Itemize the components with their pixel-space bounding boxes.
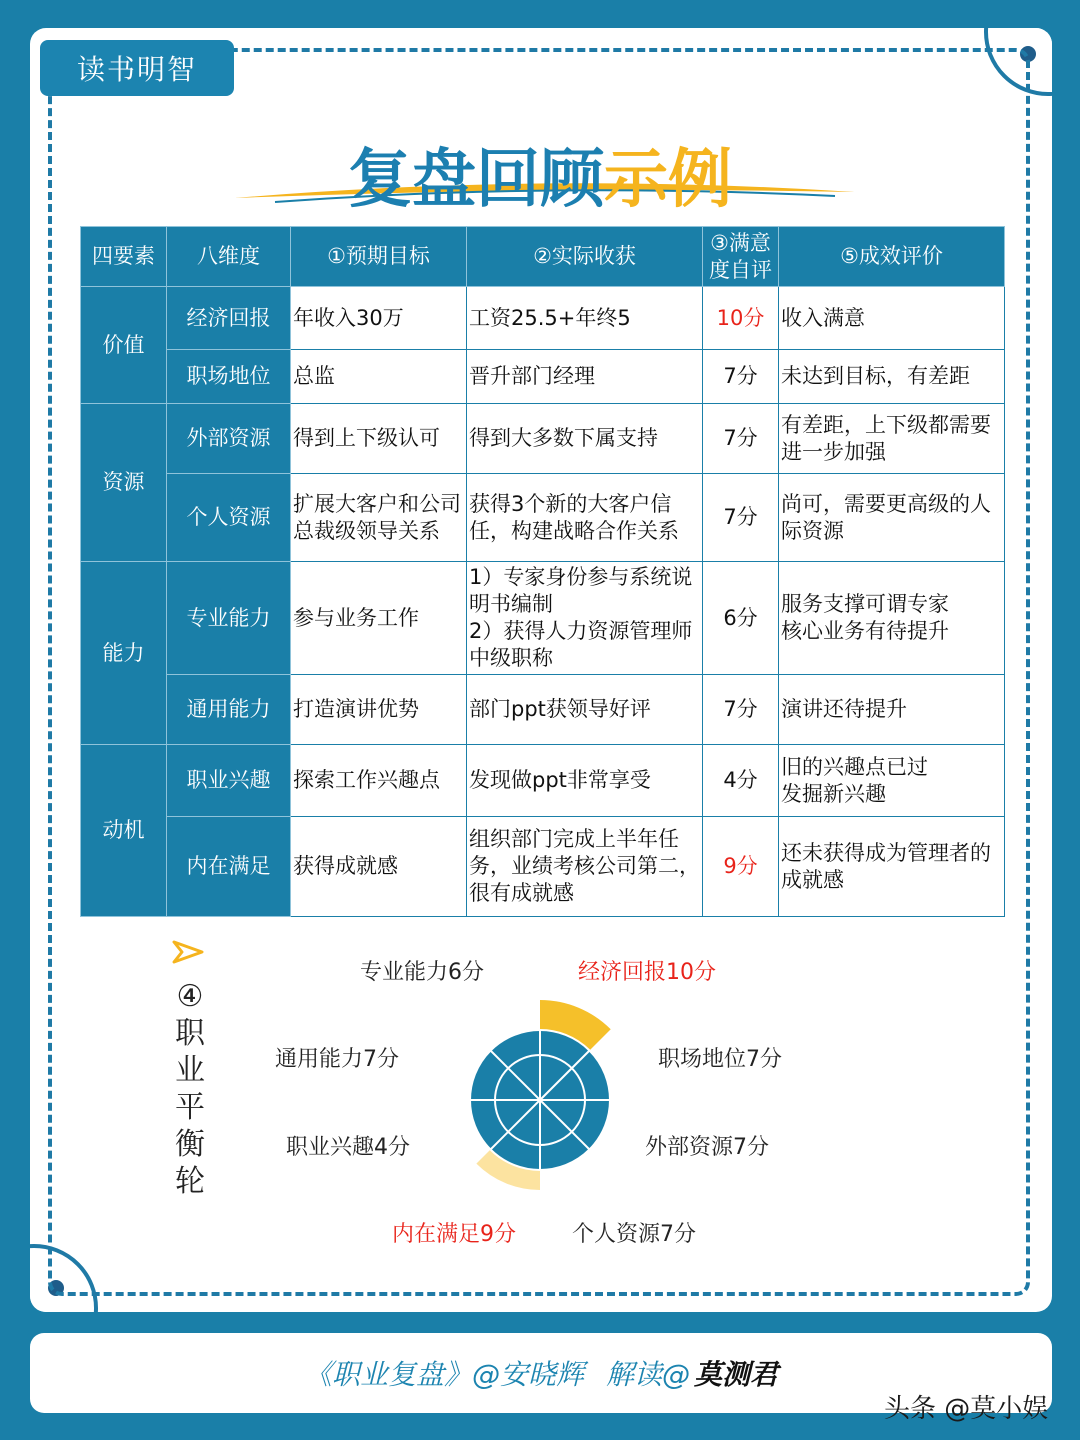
- wheel-label: 职业兴趣4分: [286, 1135, 410, 1160]
- goal-cell: 总监: [291, 350, 467, 404]
- group-cell: 动机: [81, 745, 167, 917]
- actual-cell: 组织部门完成上半年任务，业绩考核公司第二，很有成就感: [467, 817, 703, 917]
- dimension-cell: 通用能力: [167, 675, 291, 745]
- career-balance-wheel: [380, 940, 700, 1260]
- goal-cell: 扩展大客户和公司总裁级领导关系: [291, 474, 467, 562]
- dimension-cell: 外部资源: [167, 404, 291, 474]
- dimension-cell: 专业能力: [167, 562, 291, 675]
- wheel-label: 经济回报10分: [578, 960, 716, 985]
- dimension-cell: 内在满足: [167, 817, 291, 917]
- group-cell: 价值: [81, 287, 167, 404]
- score-cell: 7分: [703, 350, 779, 404]
- header-cell: ③满意度自评: [703, 227, 779, 287]
- score-cell: 10分: [703, 287, 779, 350]
- eval-cell: 收入满意: [779, 287, 1005, 350]
- eval-cell: 有差距，上下级都需要进一步加强: [779, 404, 1005, 474]
- eval-cell: 旧的兴趣点已过 发掘新兴趣: [779, 745, 1005, 817]
- score-cell: 9分: [703, 817, 779, 917]
- table-row: [81, 287, 1005, 350]
- watermark: 头条 @莫小娱: [884, 1394, 1049, 1424]
- wheel-label: 内在满足9分: [392, 1222, 516, 1247]
- dimension-cell: 职场地位: [167, 350, 291, 404]
- actual-cell: 得到大多数下属支持: [467, 404, 703, 474]
- wheel-label: 职场地位7分: [658, 1047, 782, 1072]
- eval-cell: 服务支撑可谓专家 核心业务有待提升: [779, 562, 1005, 675]
- wheel-label: 个人资源7分: [572, 1222, 696, 1247]
- actual-cell: 部门ppt获领导好评: [467, 675, 703, 745]
- actual-cell: 工资25.5+年终5: [467, 287, 703, 350]
- goal-cell: 打造演讲优势: [291, 675, 467, 745]
- goal-cell: 年收入30万: [291, 287, 467, 350]
- category-tag: 读书明智: [40, 40, 234, 96]
- score-cell: 7分: [703, 675, 779, 745]
- arrow-icon: [172, 940, 204, 964]
- wheel-side-title: ④ 职 业 平 衡 轮: [175, 979, 205, 1199]
- actual-cell: 1）专家身份参与系统说明书编制 2）获得人力资源管理师中级职称: [467, 562, 703, 675]
- actual-cell: 发现做ppt非常享受: [467, 745, 703, 817]
- wheel-label: 专业能力6分: [360, 960, 484, 985]
- table-row: [81, 350, 1005, 404]
- footer-credit: 《职业复盘》@安晓辉 解读@ 莫测君: [303, 1358, 779, 1391]
- dimension-cell: 职业兴趣: [167, 745, 291, 817]
- review-table: [80, 226, 1005, 917]
- group-cell: 能力: [81, 562, 167, 745]
- actual-cell: 获得3个新的大客户信任，构建战略合作关系: [467, 474, 703, 562]
- header-cell: ②实际收获: [467, 227, 703, 287]
- header-cell: 八维度: [167, 227, 291, 287]
- table-row: [81, 817, 1005, 917]
- page-title: 复盘回顾示例: [348, 143, 732, 217]
- header-cell: ①预期目标: [291, 227, 467, 287]
- group-cell: 资源: [81, 404, 167, 562]
- eval-cell: 未达到目标，有差距: [779, 350, 1005, 404]
- goal-cell: 获得成就感: [291, 817, 467, 917]
- goal-cell: 探索工作兴趣点: [291, 745, 467, 817]
- wheel-label: 通用能力7分: [275, 1047, 399, 1072]
- dimension-cell: 经济回报: [167, 287, 291, 350]
- table-row: [81, 404, 1005, 474]
- header-cell: 四要素: [81, 227, 167, 287]
- eval-cell: 尚可，需要更高级的人际资源: [779, 474, 1005, 562]
- actual-cell: 晋升部门经理: [467, 350, 703, 404]
- table-header-row: [81, 227, 1005, 287]
- table-row: [81, 562, 1005, 675]
- score-cell: 6分: [703, 562, 779, 675]
- table-row: [81, 675, 1005, 745]
- score-cell: 4分: [703, 745, 779, 817]
- wheel-label: 外部资源7分: [645, 1135, 769, 1160]
- score-cell: 7分: [703, 474, 779, 562]
- score-cell: 7分: [703, 404, 779, 474]
- goal-cell: 参与业务工作: [291, 562, 467, 675]
- eval-cell: 还未获得成为管理者的成就感: [779, 817, 1005, 917]
- table-row: [81, 745, 1005, 817]
- goal-cell: 得到上下级认可: [291, 404, 467, 474]
- table-row: [81, 474, 1005, 562]
- header-cell: ⑤成效评价: [779, 227, 1005, 287]
- dimension-cell: 个人资源: [167, 474, 291, 562]
- eval-cell: 演讲还待提升: [779, 675, 1005, 745]
